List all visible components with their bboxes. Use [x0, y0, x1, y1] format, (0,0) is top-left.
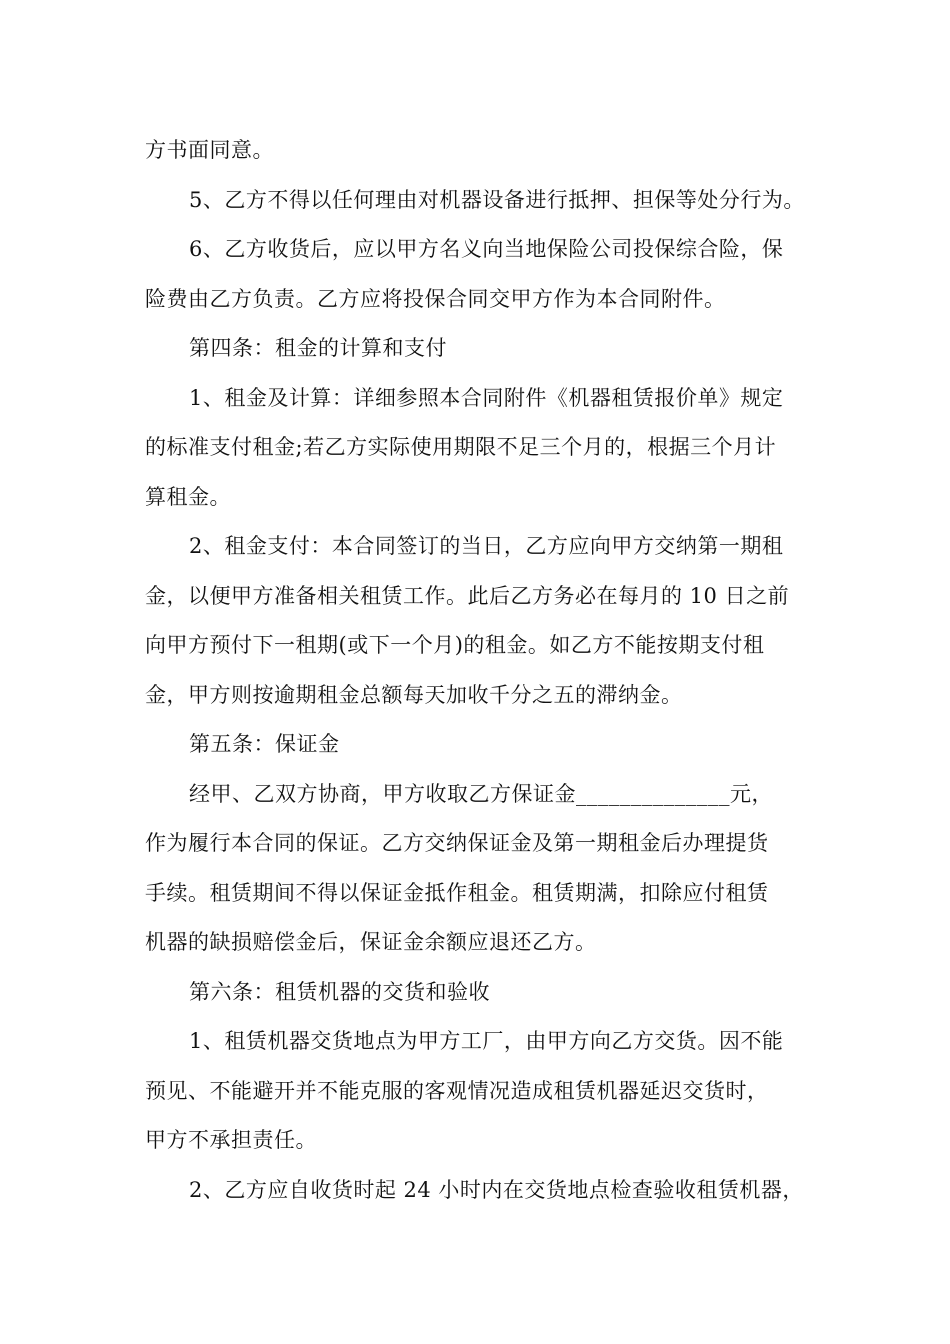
text-line: 的标准支付租金;若乙方实际使用期限不足三个月的，根据三个月计 [145, 435, 777, 459]
text-line: 第四条：租金的计算和支付 [189, 336, 447, 360]
text-line: 5、乙方不得以任何理由对机器设备进行抵押、担保等处分行为。 [189, 187, 805, 212]
text-line: 机器的缺损赔偿金后，保证金余额应退还乙方。 [145, 930, 597, 954]
text-line: 方书面同意。 [145, 138, 274, 162]
text-line: 2、租金支付：本合同签订的当日，乙方应向甲方交纳第一期租 [189, 534, 784, 558]
text-line: 预见、不能避开并不能克服的客观情况造成租赁机器延迟交货时， [145, 1078, 769, 1103]
text-line: 手续。租赁期间不得以保证金抵作租金。租赁期满，扣除应付租赁 [145, 880, 769, 905]
text-line: 第五条：保证金 [189, 732, 340, 756]
text-line: 2、乙方应自收货时起 24 小时内在交货地点检查验收租赁机器， [189, 1177, 804, 1202]
text-line: 1、租金及计算：详细参照本合同附件《机器租赁报价单》规定 [189, 385, 784, 410]
text-line: 经甲、乙双方协商，甲方收取乙方保证金______________元， [189, 781, 773, 806]
text-line: 1、租赁机器交货地点为甲方工厂，由甲方向乙方交货。因不能 [189, 1029, 784, 1053]
text-line: 作为履行本合同的保证。乙方交纳保证金及第一期租金后办理提货 [145, 831, 769, 855]
text-line: 金，以便甲方准备相关租赁工作。此后乙方务必在每月的 10 日之前 [145, 583, 790, 608]
text-line: 甲方不承担责任。 [145, 1128, 317, 1152]
text-line: 算租金。 [145, 484, 231, 509]
text-line: 金，甲方则按逾期租金总额每天加收千分之五的滞纳金。 [145, 682, 683, 707]
text-line: 第六条：租赁机器的交货和验收 [189, 979, 490, 1004]
text-line: 险费由乙方负责。乙方应将投保合同交甲方作为本合同附件。 [145, 286, 726, 311]
text-line: 6、乙方收货后，应以甲方名义向当地保险公司投保综合险，保 [189, 237, 784, 261]
document-body [145, 126, 815, 1215]
text-line: 向甲方预付下一租期(或下一个月)的租金。如乙方不能按期支付租 [145, 633, 765, 657]
